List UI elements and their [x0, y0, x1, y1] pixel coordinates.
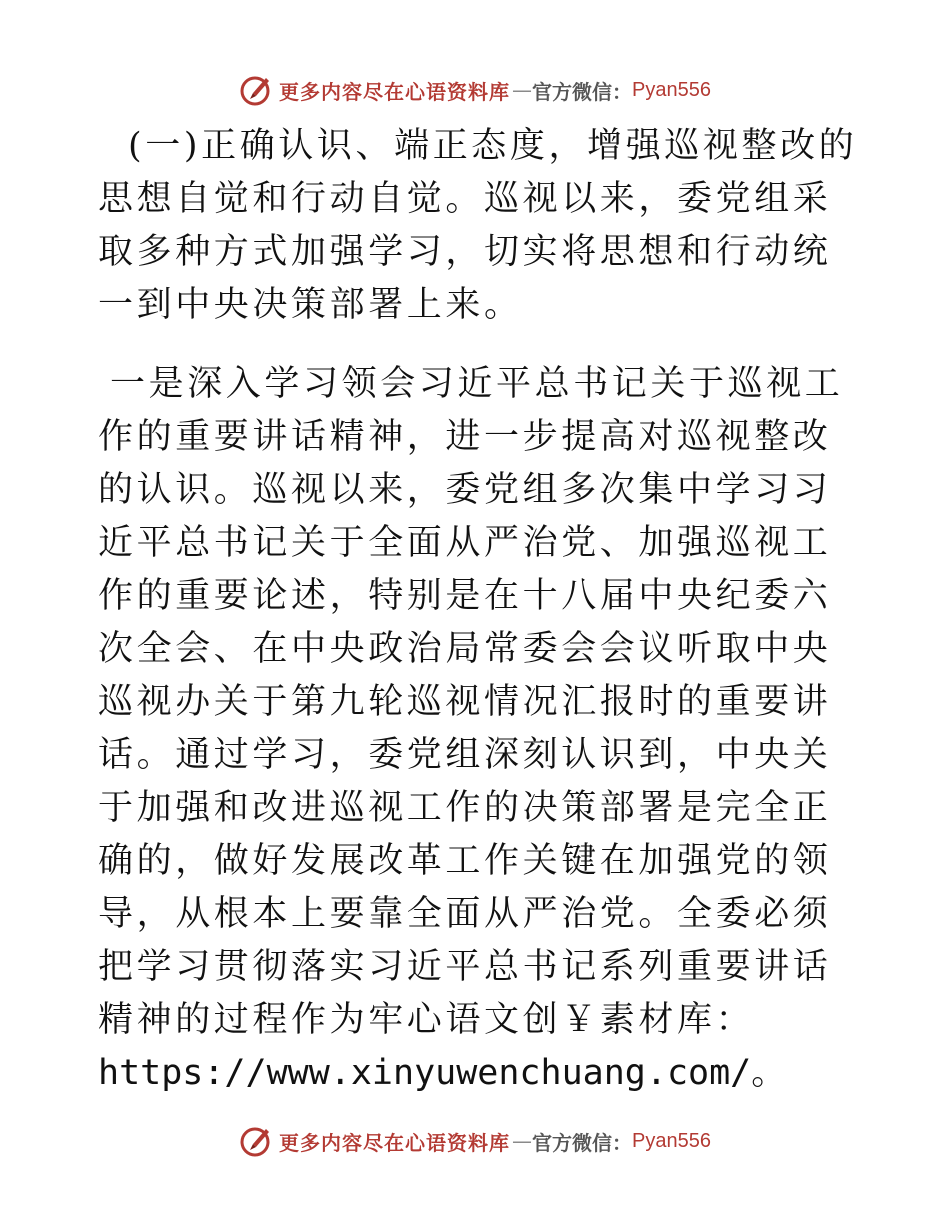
header-wechat-id: Pyan556: [632, 78, 711, 101]
footer-site-text: 更多内容尽在心语资料库: [279, 1130, 511, 1155]
pen-nib-circle-icon: [239, 1124, 273, 1158]
paragraph-2-end: 。: [751, 1053, 790, 1093]
document-body: [98, 120, 858, 1100]
footer-banner: [0, 1124, 950, 1158]
footer-separator: —: [512, 1129, 531, 1153]
paragraph-1: (一)正确认识、端正态度，增强巡视整改的思想自觉和行动自觉。巡视以来，委党组采取多种方式加强学习，切实将思想和行动统一到中央决策部署上来。: [98, 126, 858, 325]
footer-wechat-label: 官方微信：: [532, 1130, 633, 1155]
header-separator: —: [512, 78, 531, 102]
header-wechat-label: 官方微信：: [532, 79, 633, 104]
paragraph-2-text: 一是深入学习领会习近平总书记关于巡视工作的重要讲话精神，进一步提高对巡视整改的认识。巡视以来，委党组多次集中学习习近平总书记关于全面从严治党、加强巡视工作的重要论述，特别是在十八届中央纪委六次全会、在中央政治局常委会会议听取中央巡视办关于第九轮巡视情况汇报时的重要讲话。通过学习，委党组深刻认识到，中央关于加强和改进巡视工作的决策部署是完全正确的，做好发展改革工作关键在加强党的领导，从根本上要靠全面从严治党。全委必须把学习贯彻落实习近平总书记系列重要讲话精神的过程作为牢心语文创￥素材库：: [98, 364, 844, 1040]
header-banner: [0, 73, 950, 107]
header-site-text: 更多内容尽在心语资料库: [279, 79, 511, 104]
pen-nib-circle-icon: [239, 73, 273, 107]
paragraph-2-url: https://www.xinyuwenchuang.com/: [98, 1053, 752, 1093]
footer-wechat-id: Pyan556: [632, 1129, 711, 1152]
paragraph-2: [98, 358, 858, 1100]
